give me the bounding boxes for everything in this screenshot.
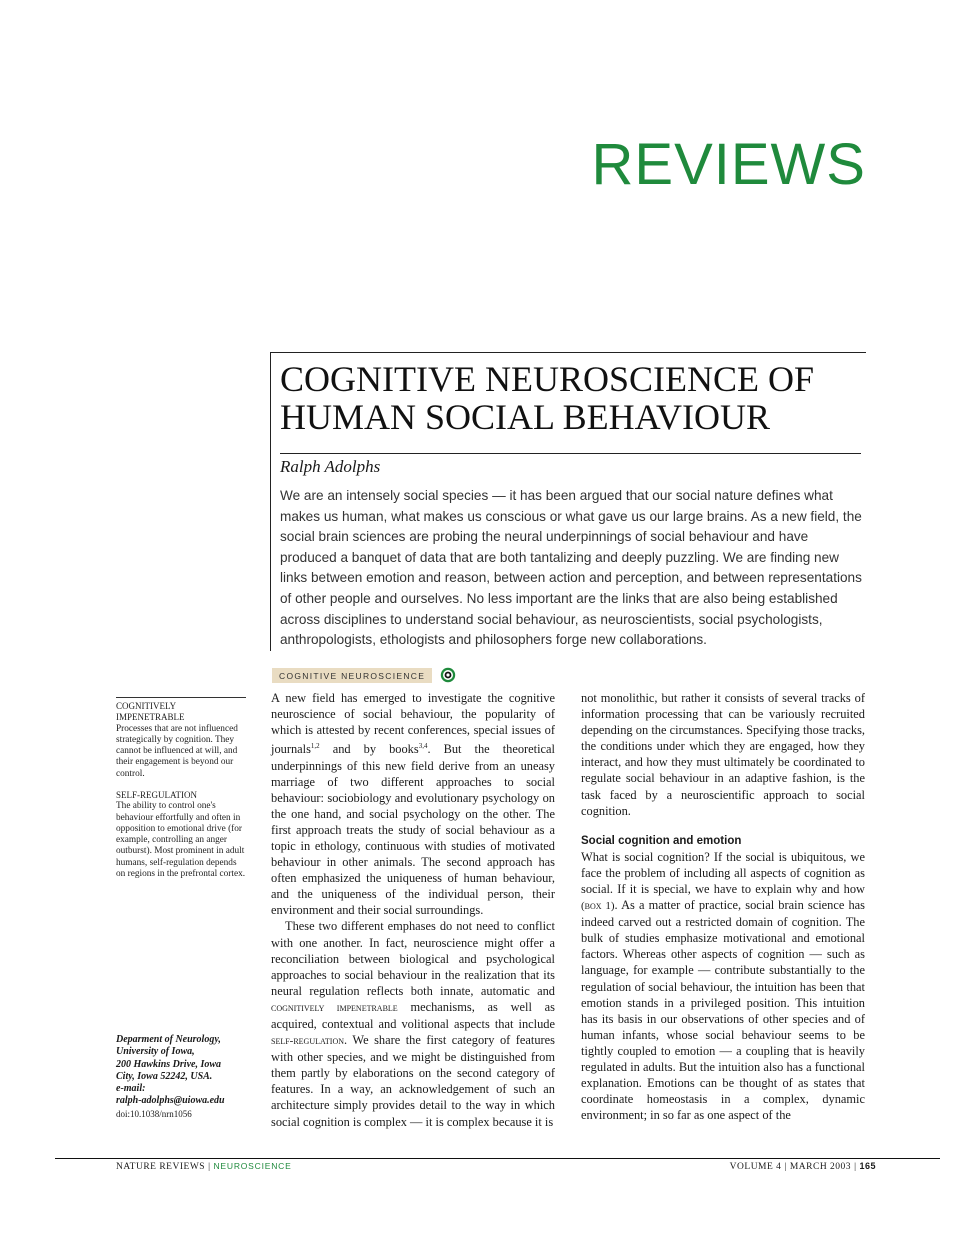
page-number: 165 bbox=[859, 1161, 876, 1171]
section-tag: COGNITIVE NEUROSCIENCE bbox=[272, 668, 432, 683]
author-name: Ralph Adolphs bbox=[280, 457, 381, 476]
article-title bbox=[280, 360, 860, 436]
paragraph bbox=[271, 690, 555, 918]
target-icon bbox=[440, 667, 456, 683]
text-run: mechanisms, as well as acquired, contextual and volitional aspects that include bbox=[271, 999, 556, 1031]
footer-separator: | bbox=[784, 1162, 787, 1172]
article-title-line-1: COGNITIVE NEUROSCIENCE OF bbox=[280, 359, 814, 399]
glossary-link[interactable]: self-regulation bbox=[271, 1035, 344, 1048]
footer-issue bbox=[730, 1161, 876, 1172]
affiliation-line: University of Iowa, bbox=[116, 1046, 195, 1058]
margin-rule bbox=[116, 697, 246, 698]
text-run: A new field has emerged to investigate the cognitive neuroscience of social behaviour, the popularity of which is attested by recent conferences, special issues of journals bbox=[271, 691, 555, 757]
author-affiliation bbox=[116, 1034, 256, 1120]
paragraph bbox=[581, 849, 865, 1124]
affiliation-line: 200 Hawkins Drive, Iowa bbox=[116, 1058, 222, 1070]
glossary-entry bbox=[116, 697, 246, 780]
glossary-definition: The ability to control one's behaviour effortfully and often in opposition to emotional drive (for example, controlling an anger outburst). Most prominent in adult humans, self-regulation depends on regions in the prefrontal cortex. bbox=[116, 801, 246, 880]
affiliation-line: e-mail: bbox=[116, 1083, 146, 1095]
section-label: REVIEWS bbox=[591, 132, 866, 197]
glossary-term: COGNITIVELY IMPENETRABLE bbox=[116, 701, 185, 723]
text-run: What is social cognition? If the social is ubiquitous, we face the problem of including all aspects of cognition as social. If it is special, we have to explain why and how bbox=[581, 849, 865, 896]
box-reference[interactable]: (box 1) bbox=[581, 900, 615, 913]
reference-citation[interactable]: 3,4 bbox=[418, 742, 428, 751]
glossary-definition: Processes that are not influenced strategically by cognition. They cannot be influenced at will, and their engagement is beyond our control. bbox=[116, 723, 238, 779]
text-run: . We share the first category of features with other species, and we might be distinguished from them partly by elaborations on the second category of features. In a way, an acknowledgement of such an architecture simply provides detail to the way in which social cognition is complex — it is complex because it is bbox=[271, 1033, 555, 1129]
author-email[interactable]: ralph-adolphs@uiowa.edu bbox=[116, 1095, 225, 1107]
footer-journal bbox=[116, 1161, 292, 1172]
text-run: and by books bbox=[319, 742, 419, 757]
footer-separator: | bbox=[854, 1162, 857, 1172]
paragraph bbox=[271, 918, 555, 1129]
text-run: . As a matter of practice, social brain science has indeed carved out a restricted domain of cognition. The bulk of studies emphasize motivational and emotional factors. Whereas other aspects of cognition — such as language, for example — contribute substantially to the regulation of social behaviour, the intuition has been that emotion stands in a privileged position. This intuition has its basis in our observations of other species and of human infants, whose social behaviour seems to be tightly coupled to emotion — a coupling that is heavily regulated in adults. But the intuition also has a functional explanation. Emotions can be thought of as states that coordinate homeostasis in a complex, dynamic environment; in so far as one aspect of the bbox=[581, 898, 866, 1123]
journal-name: NATURE REVIEWS bbox=[116, 1162, 206, 1172]
body-column-2 bbox=[581, 690, 865, 1123]
journal-section: NEUROSCIENCE bbox=[213, 1161, 292, 1171]
reference-citation[interactable]: 1,2 bbox=[310, 742, 320, 751]
abstract: We are an intensely social species — it has been argued that our social nature defines what makes us human, what makes us conscious or what gave us our large brains. As a new field, the social brain sciences are probing the neural underpinnings of social behaviour and have produced a banquet of data that are both tantalizing and deeply puzzling. We are finding new links between emotion and reason, between action and perception, and between representations of other people and ourselves. No less important are the links that are also being established across disciplines to understand social behaviour, as neuroscientists, social psychologists, anthropologists, ethologists and philosophers forge new collaborations. bbox=[280, 488, 862, 648]
paragraph: not monolithic, but rather it consists of several tracks of information processing that can be variously recruited depending on the circumstances. Specifying those tracks, the conditions under which they are engaged, how they interact, and how they must ultimately be coordinated to regulate social behaviour in an adaptive fashion, is the task faced by a neuroscientific approach to social cognition. bbox=[581, 691, 865, 818]
footer-rule bbox=[55, 1158, 940, 1159]
doi: doi:10.1038/nrn1056 bbox=[116, 1108, 192, 1119]
glossary-term: SELF-REGULATION bbox=[116, 790, 197, 800]
glossary-entry bbox=[116, 790, 246, 880]
text-run: . But the theoretical underpinnings of this new field derive from an uneasy marriage of two different approaches to social behaviour: sociobiology and evolutionary psychology on the one hand, and social psychology on the other. The first approach treats the study of social behaviour as a topic in ethology, continuous with studies of motivated behaviour in other animals. The second approach has often emphasized the uniqueness of human behaviour, and the uniqueness of the individual person, their environment and their social surroundings. bbox=[271, 742, 555, 918]
article-title-line-2: HUMAN SOCIAL BEHAVIOUR bbox=[280, 397, 771, 437]
glossary-link[interactable]: cognitively impenetrable bbox=[271, 1001, 398, 1014]
section-heading: Social cognition and emotion bbox=[581, 834, 742, 847]
text-run: These two different emphases do not need to conflict with one another. In fact, neuroscience might offer a reconciliation between biological and psychological approaches to social behaviour in the realization that its neural regulation reflects both innate, automatic and bbox=[271, 919, 555, 998]
affiliation-line: Deparment of Neurology, bbox=[116, 1034, 221, 1045]
volume: VOLUME 4 bbox=[729, 1162, 782, 1172]
footer-separator: | bbox=[208, 1162, 211, 1172]
body-column-1 bbox=[271, 690, 555, 1130]
affiliation-line: City, Iowa 52242, USA. bbox=[116, 1070, 213, 1082]
issue-date: MARCH 2003 bbox=[789, 1162, 852, 1172]
title-divider bbox=[280, 453, 861, 454]
